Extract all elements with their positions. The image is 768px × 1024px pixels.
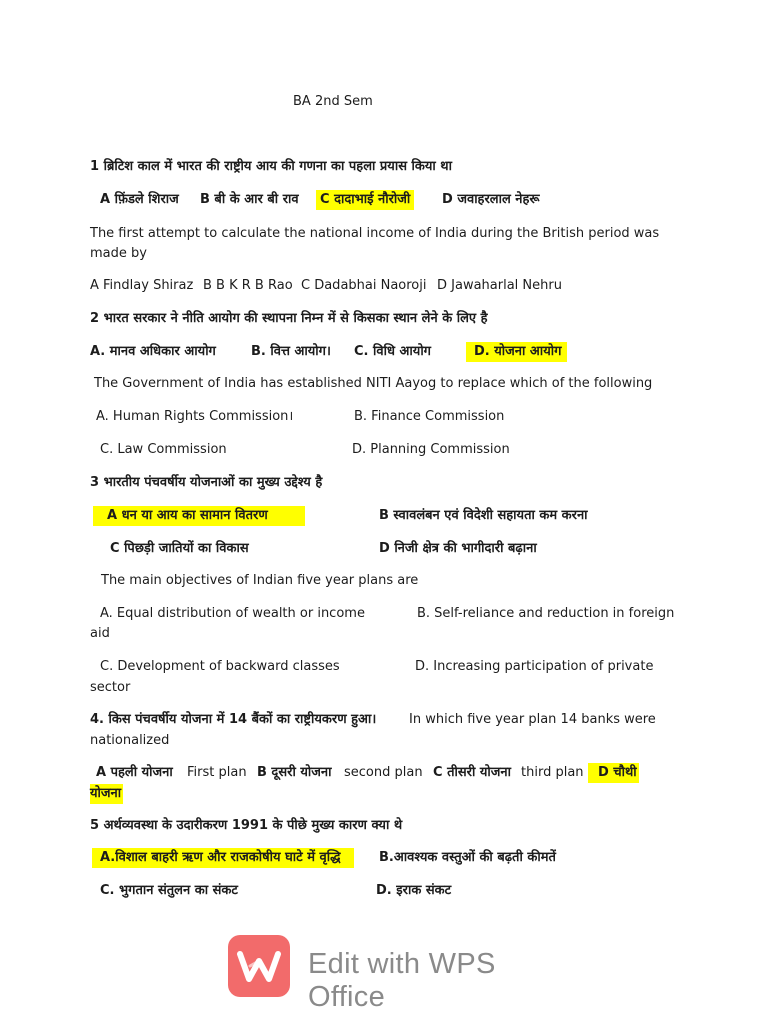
q3-option-d-english-cont: sector [90,680,131,695]
q1-option-d-english: D Jawaharlal Nehru [437,278,562,293]
q1-option-b-hindi: B बी के आर बी राव [200,192,299,207]
page-title: BA 2nd Sem [293,94,373,109]
q1-option-a-hindi: A फ़िंडले शिराज [100,192,179,207]
q2-option-d-hindi: D. योजना आयोग [466,342,567,362]
q3-english: The main objectives of Indian five year plans are [101,573,419,588]
q4-option-a-english: First plan [187,765,247,780]
q3-option-d-english: D. Increasing participation of private [415,659,654,674]
q4-english-cont: nationalized [90,733,170,748]
q5-option-d-hindi: D. इराक संकट [376,883,452,898]
wps-watermark[interactable] [228,935,568,1013]
q3-option-c-hindi: C पिछड़ी जातियों का विकास [110,541,249,556]
q3-option-a-hindi: A धन या आय का सामान वितरण [93,506,305,526]
q5-option-c-hindi: C. भुगतान संतुलन का संकट [100,883,238,898]
q4-option-c-hindi: C तीसरी योजना [433,765,511,780]
q2-option-c-english: C. Law Commission [100,442,227,457]
q3-option-b-english-cont: aid [90,626,110,641]
wps-logo-icon [228,935,290,997]
q4-option-b-hindi: B दूसरी योजना [257,765,332,780]
q2-option-c-hindi: C. विधि आयोग [354,344,431,359]
q1-option-b-english: B B K R B Rao [203,278,293,293]
q2-option-a-hindi: A. मानव अधिकार आयोग [90,344,216,359]
q4-option-b-english: second plan [344,765,423,780]
q2-option-b-english: B. Finance Commission [354,409,505,424]
q1-option-c-hindi: C दादाभाई नौरोजी [316,190,414,210]
q3-option-c-english: C. Development of backward classes [100,659,340,674]
q1-option-c-english: C Dadabhai Naoroji [301,278,427,293]
q2-english: The Government of India has established NITI Aayog to replace which of the following [94,376,653,391]
q1-english: The first attempt to calculate the national income of India during the British period was made by [90,226,660,261]
q1-option-d-hindi: D जवाहरलाल नेहरू [442,192,540,207]
q4-english: In which five year plan 14 banks were [409,712,656,727]
q3-option-b-hindi: B स्वावलंबन एवं विदेशी सहायता कम करना [379,508,588,523]
wps-watermark-text: Edit with WPS Office [308,948,496,1013]
q4-hindi: 4. किस पंचवर्षीय योजना में 14 बैंकों का राष्ट्रीयकरण हुआ। [90,712,377,727]
q4-option-c-english: third plan [521,765,584,780]
q3-option-d-hindi: D निजी क्षेत्र की भागीदारी बढ़ाना [379,541,537,556]
q1-option-a-english: A Findlay Shiraz [90,278,194,293]
q3-hindi: 3 भारतीय पंचवर्षीय योजनाओं का मुख्य उद्देश्य है [90,475,323,490]
q2-option-a-english: A. Human Rights Commission। [96,409,294,424]
q3-option-b-english: B. Self-reliance and reduction in foreign [417,606,675,621]
q2-option-d-english: D. Planning Commission [352,442,510,457]
q4-option-a-hindi: A पहली योजना [96,765,173,780]
q2-hindi: 2 भारत सरकार ने नीति आयोग की स्थापना निम्न में से किसका स्थान लेने के लिए है [90,311,488,326]
q5-option-b-hindi: B.आवश्यक वस्तुओं की बढ़ती कीमतें [379,850,556,865]
q5-option-a-hindi: A.विशाल बाहरी ऋण और राजकोषीय घाटे में वृद्धि [92,848,354,868]
q3-option-a-english: A. Equal distribution of wealth or income [100,606,365,621]
q4-option-d-hindi-cont: योजना [90,784,123,804]
q1-hindi: 1 ब्रिटिश काल में भारत की राष्ट्रीय आय की गणना का पहला प्रयास किया था [90,159,452,174]
q5-hindi: 5 अर्थव्यवस्था के उदारीकरण 1991 के पीछे मुख्य कारण क्या थे [90,818,403,833]
q4-option-d-hindi: D चौथी [588,763,639,783]
q2-option-b-hindi: B. वित्त आयोग। [251,344,331,359]
